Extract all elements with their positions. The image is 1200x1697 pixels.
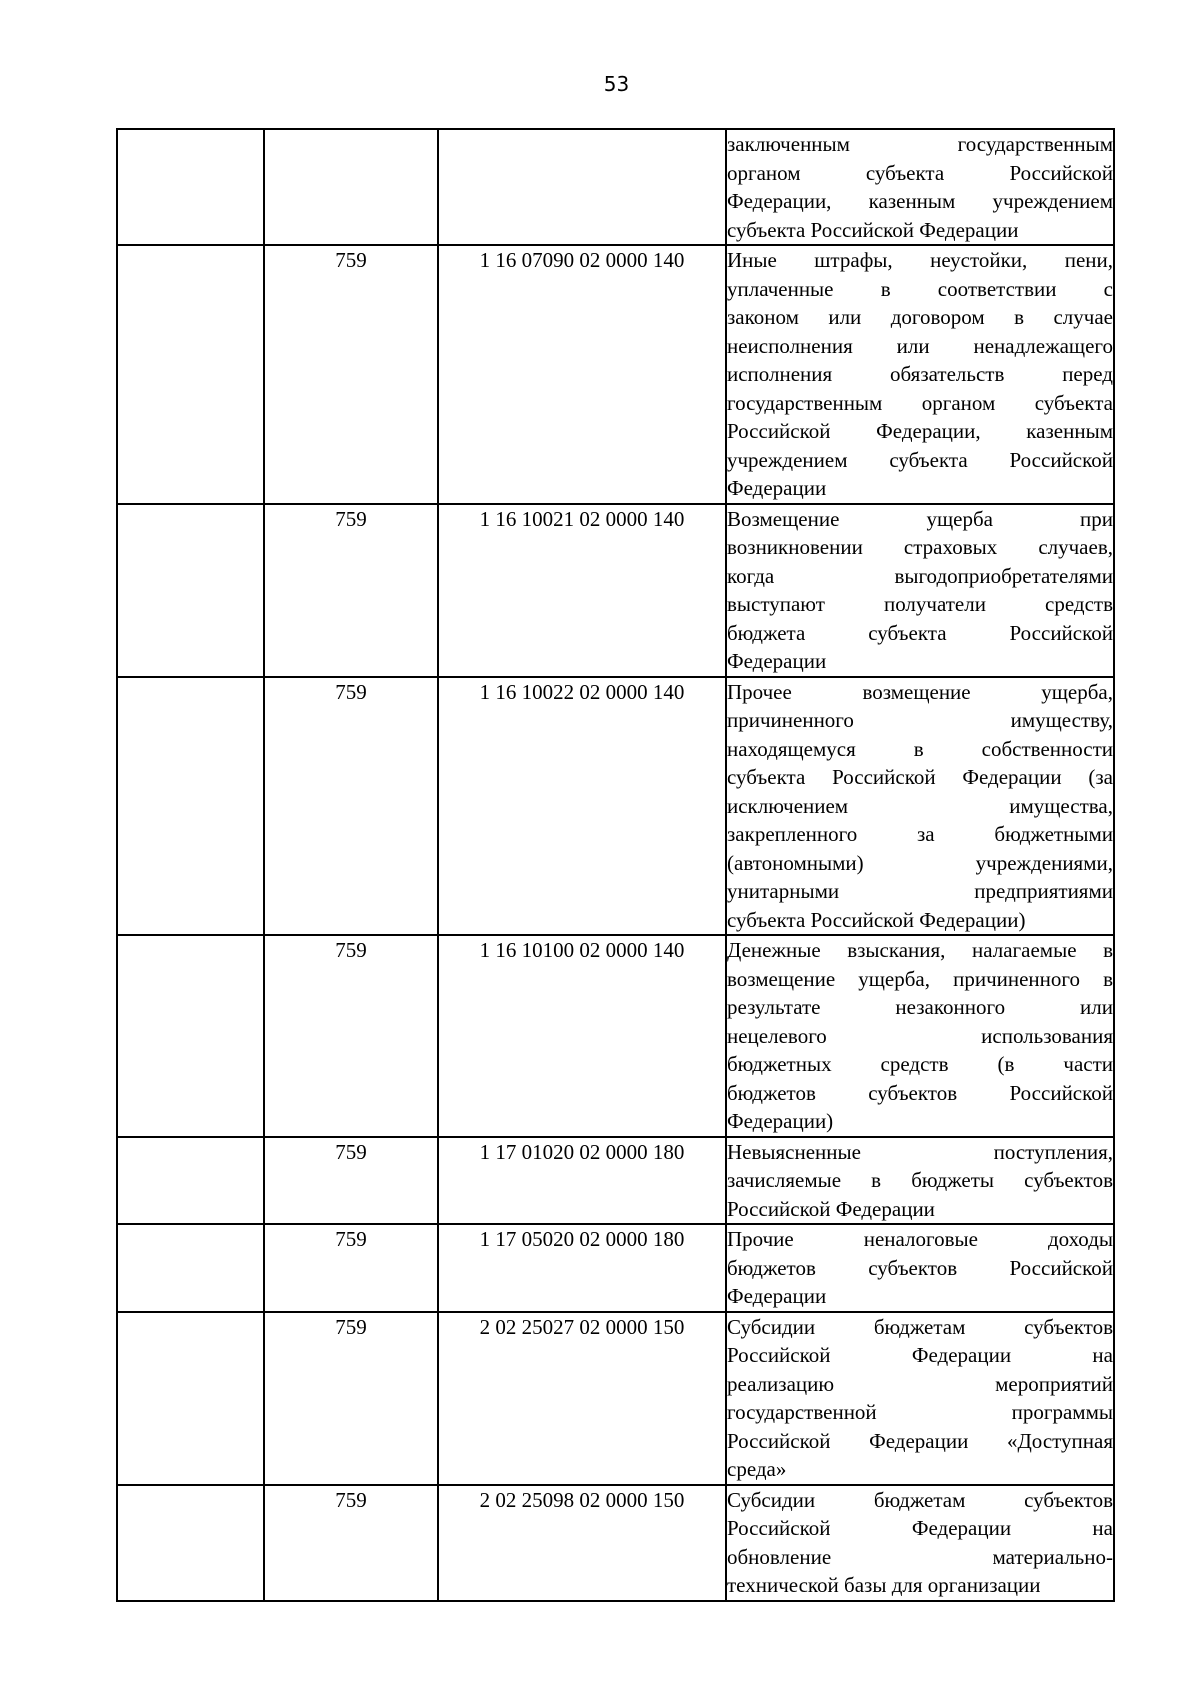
- description-line: субъекта Российской Федерации): [727, 907, 1026, 932]
- description-line: уплаченные в соответствии с: [727, 276, 1113, 301]
- description-line: обновление материально-: [727, 1544, 1113, 1569]
- budget-classification-code-cell: 2 02 25098 02 0000 150: [438, 1485, 726, 1601]
- table-row: [117, 504, 1114, 677]
- budget-classification-code-cell: [438, 129, 726, 245]
- empty-cell: [117, 1137, 264, 1225]
- description-line: государственным органом субъекта: [727, 390, 1113, 415]
- description-line: Федерации): [727, 1109, 834, 1133]
- description-line: Федерации: [727, 649, 827, 673]
- income-codes-table: [116, 128, 1115, 1602]
- description-line: зачисляемые в бюджеты субъектов: [727, 1168, 1113, 1192]
- description-line: субъекта Российской Федерации (за: [727, 765, 1113, 789]
- description-line: Возмещение ущерба при: [727, 506, 1113, 531]
- administrator-code-cell: 759: [264, 245, 438, 504]
- description-line: Российской Федерации, казенным: [727, 419, 1113, 443]
- administrator-code-cell: 759: [264, 1224, 438, 1312]
- income-description-cell: [726, 504, 1114, 677]
- description-line: среда»: [727, 1457, 787, 1481]
- description-line: нецелевого использования: [727, 1023, 1113, 1048]
- budget-classification-code-cell: 1 16 10022 02 0000 140: [438, 677, 726, 936]
- table-row: [117, 935, 1114, 1137]
- administrator-code-cell: [264, 129, 438, 245]
- description-line: Невыясненные поступления,: [727, 1139, 1113, 1164]
- description-line: Федерации: [727, 476, 827, 500]
- table-row: [117, 1224, 1114, 1312]
- budget-classification-code-cell: 2 02 25027 02 0000 150: [438, 1312, 726, 1485]
- empty-cell: [117, 677, 264, 936]
- description-line: законом или договором в случае: [727, 305, 1113, 329]
- description-line: неисполнения или ненадлежащего: [727, 333, 1113, 358]
- page-number: 53: [603, 72, 630, 96]
- administrator-code-cell: 759: [264, 677, 438, 936]
- table-row: [117, 1485, 1114, 1601]
- administrator-code-cell: 759: [264, 935, 438, 1137]
- description-line: государственной программы: [727, 1400, 1113, 1424]
- description-line: (автономными) учреждениями,: [727, 850, 1113, 875]
- income-description-cell: [726, 677, 1114, 936]
- empty-cell: [117, 504, 264, 677]
- table-row: [117, 1137, 1114, 1225]
- description-line: Федерации, казенным учреждением: [727, 189, 1113, 213]
- administrator-code-cell: 759: [264, 1485, 438, 1601]
- administrator-code-cell: 759: [264, 1312, 438, 1485]
- empty-cell: [117, 1485, 264, 1601]
- table-row: [117, 1312, 1114, 1485]
- table-row: [117, 129, 1114, 245]
- description-line: Федерации: [727, 1284, 827, 1308]
- description-line: Субсидии бюджетам субъектов: [727, 1487, 1113, 1512]
- description-line: бюджета субъекта Российской: [727, 620, 1113, 645]
- description-line: Прочее возмещение ущерба,: [727, 679, 1113, 704]
- description-line: Иные штрафы, неустойки, пени,: [727, 248, 1113, 272]
- description-line: бюджетов субъектов Российской: [727, 1080, 1113, 1105]
- empty-cell: [117, 129, 264, 245]
- description-line: когда выгодоприобретателями: [727, 563, 1113, 588]
- budget-classification-code-cell: 1 16 10021 02 0000 140: [438, 504, 726, 677]
- description-line: технической базы для организации: [727, 1573, 1041, 1597]
- budget-classification-code-cell: 1 16 10100 02 0000 140: [438, 935, 726, 1137]
- description-line: закрепленного за бюджетными: [727, 822, 1113, 846]
- table-row: [117, 245, 1114, 504]
- description-line: выступают получатели средств: [727, 592, 1113, 616]
- description-line: Российской Федерации: [727, 1196, 935, 1221]
- description-line: заключенным государственным: [727, 132, 1113, 156]
- description-line: органом субъекта Российской: [727, 160, 1113, 185]
- description-line: унитарными предприятиями: [727, 879, 1113, 903]
- income-description-cell: [726, 1485, 1114, 1601]
- income-description-cell: [726, 245, 1114, 504]
- empty-cell: [117, 935, 264, 1137]
- description-line: возмещение ущерба, причиненного в: [727, 966, 1113, 991]
- description-line: бюджетных средств (в части: [727, 1052, 1113, 1076]
- description-line: исполнения обязательств перед: [727, 362, 1113, 386]
- income-description-cell: [726, 1137, 1114, 1225]
- description-line: Российской Федерации на: [727, 1516, 1113, 1540]
- empty-cell: [117, 1312, 264, 1485]
- description-line: Российской Федерации на: [727, 1343, 1113, 1367]
- table-row: [117, 677, 1114, 936]
- income-description-cell: [726, 1224, 1114, 1312]
- description-line: субъекта Российской Федерации: [727, 217, 1019, 242]
- description-line: результате незаконного или: [727, 995, 1113, 1019]
- empty-cell: [117, 1224, 264, 1312]
- description-line: Субсидии бюджетам субъектов: [727, 1314, 1113, 1339]
- budget-classification-code-cell: 1 17 05020 02 0000 180: [438, 1224, 726, 1312]
- table-body: [117, 129, 1114, 1601]
- description-line: Денежные взыскания, налагаемые в: [727, 938, 1113, 962]
- budget-classification-code-cell: 1 16 07090 02 0000 140: [438, 245, 726, 504]
- empty-cell: [117, 245, 264, 504]
- income-description-cell: [726, 935, 1114, 1137]
- description-line: реализацию мероприятий: [727, 1371, 1113, 1396]
- description-line: находящемуся в собственности: [727, 736, 1113, 761]
- description-line: возникновении страховых случаев,: [727, 535, 1113, 559]
- description-line: исключением имущества,: [727, 793, 1113, 818]
- income-description-cell: [726, 1312, 1114, 1485]
- administrator-code-cell: 759: [264, 504, 438, 677]
- administrator-code-cell: 759: [264, 1137, 438, 1225]
- income-description-cell: [726, 129, 1114, 245]
- description-line: бюджетов субъектов Российской: [727, 1255, 1113, 1280]
- description-line: учреждением субъекта Российской: [727, 447, 1113, 472]
- description-line: причиненного имуществу,: [727, 708, 1113, 732]
- description-line: Российской Федерации «Доступная: [727, 1428, 1113, 1453]
- budget-classification-code-cell: 1 17 01020 02 0000 180: [438, 1137, 726, 1225]
- description-line: Прочие неналоговые доходы: [727, 1227, 1113, 1251]
